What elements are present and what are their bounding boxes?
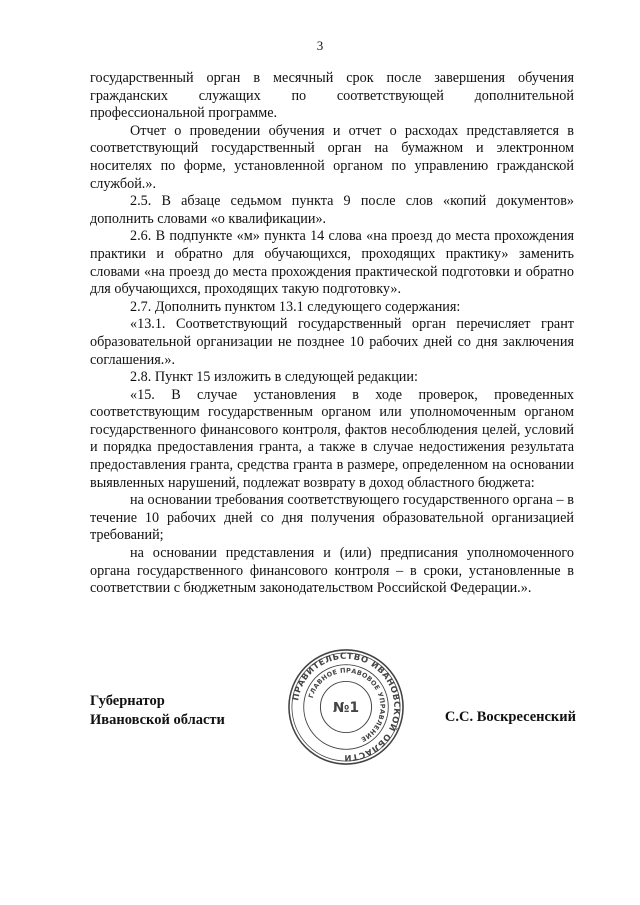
seal-stamp-icon (287, 648, 405, 766)
paragraph-7: 2.8. Пункт 15 изложить в следующей редакции: (130, 369, 418, 386)
official-seal (287, 648, 405, 766)
signatory-name: С.С. Воскресенский (444, 709, 576, 725)
paragraph-6: «13.1. Соответствующий государственный орган перечисляет грант образовательной организации не позднее 10 рабочих дней со дня заключения соглашения.». (90, 316, 574, 368)
document-body (90, 70, 574, 598)
paragraph-9: на основании требования соответствующего государственного органа – в течение 10 рабочих дней со дня получения образовательной организацией требований; (90, 492, 574, 544)
paragraph-5: 2.7. Дополнить пунктом 13.1 следующего содержания: (130, 298, 461, 315)
paragraph-10: на основании представления и (или) предписания уполномоченного органа государственного финансового контроля – в сроки, установленные в соответствии с бюджетным законодательством Российской Федерации.». (90, 545, 574, 597)
seal-ring-text: ПРАВИТЕЛЬСТВО ИВАНОВСКОЙ ОБЛАСТИ (290, 650, 403, 764)
paragraph-2: Отчет о проведении обучения и отчет о расходах представляется в соответствующий государственный орган на бумажном и электронном носителях по форме, установленной органом по управлению гражданской службой.». (90, 122, 574, 192)
page-number: 3 (316, 38, 324, 53)
paragraph-1: государственный орган в месячный срок после завершения обучения гражданских служащих по соответствующей дополнительной профессиональной программе. (90, 70, 574, 122)
paragraph-8: «15. В случае установления в ходе проверок, проведенных соответствующим государственным органом или уполномоченным органом государственного финансового контроля, фактов несоблюдения целей, условий и порядка предоставления гранта, а также в случае недостижения результата предоставления гранта, средства гранта в размере, определенном на основании выявленных нарушений, подлежат возврату в доход областного бюджета: (90, 386, 574, 491)
paragraph-4: 2.6. В подпункте «м» пункта 14 слова «на проезд до места прохождения практики и обратно для обучающихся, проходящих практику» заменить словами «на проезд до места прохождения практической подготовки и обратно для обучающихся, проходящих такую подготовку». (90, 228, 574, 298)
signatory-region: Ивановской области (90, 712, 225, 728)
signatory-position (90, 692, 225, 730)
seal-inner-text: ГЛАВНОЕ ПРАВОВОЕ УПРАВЛЕНИЕ (306, 666, 387, 744)
seal-number: №1 (332, 699, 360, 716)
paragraph-3: 2.5. В абзаце седьмом пункта 9 после слов «копий документов» дополнить словами «о квалификации». (90, 193, 574, 227)
signatory-title: Губернатор (90, 693, 165, 709)
